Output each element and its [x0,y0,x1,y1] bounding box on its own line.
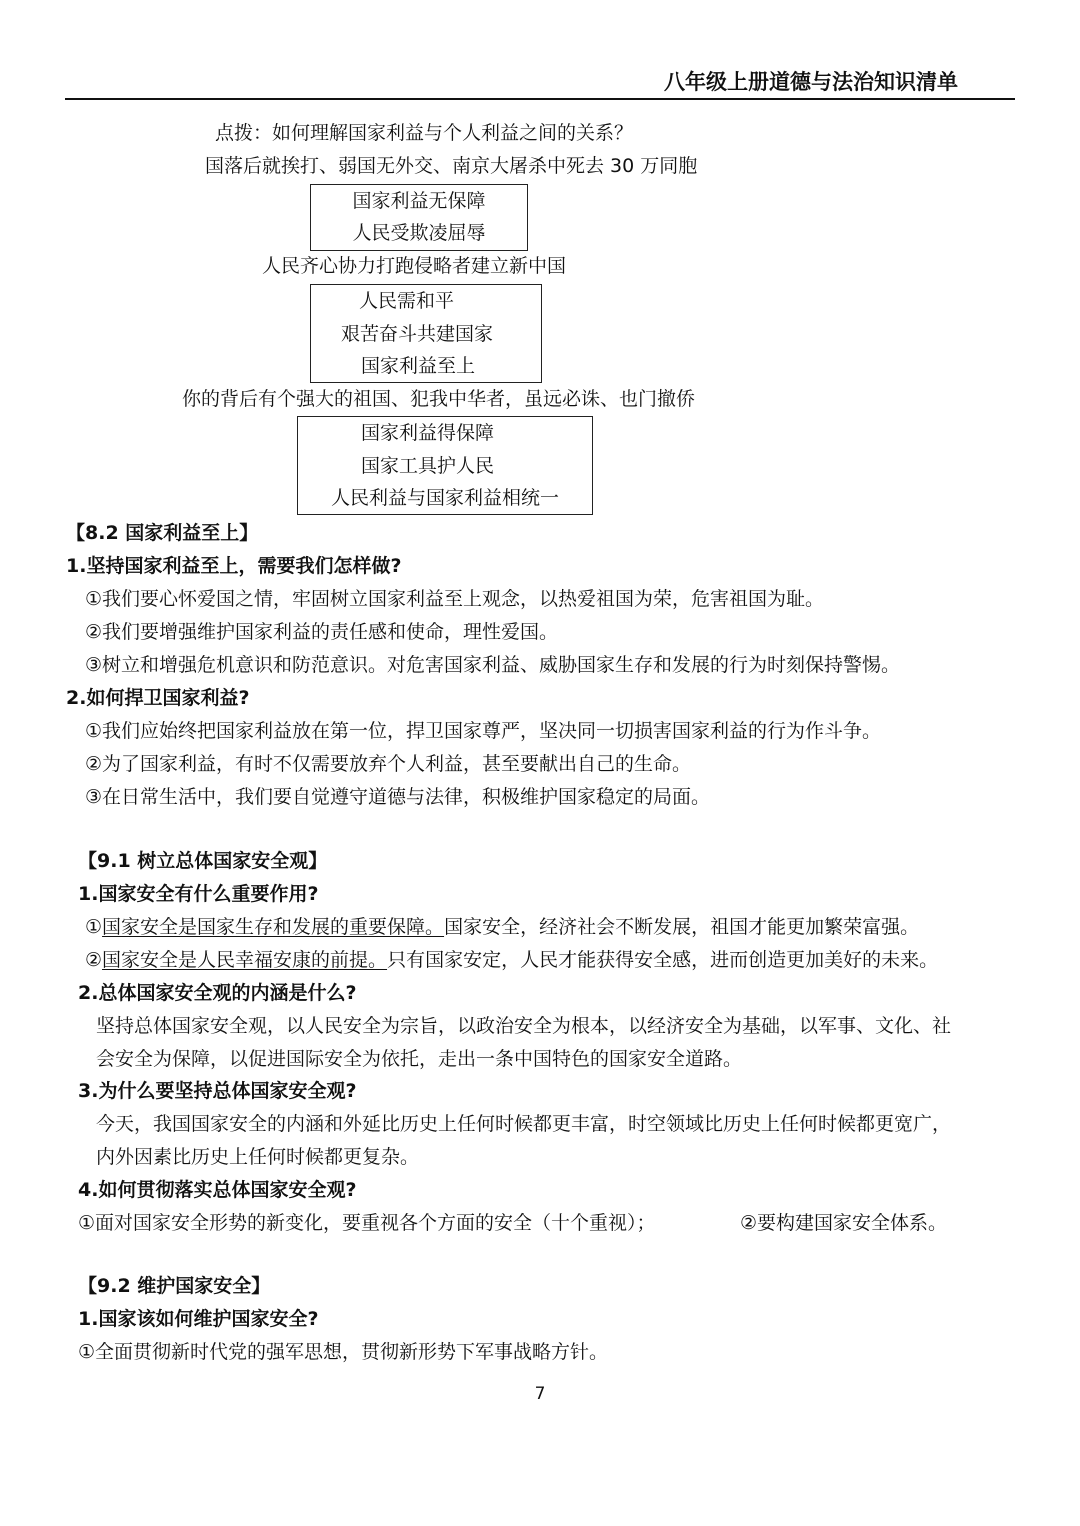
question-heading: 2.如何捍卫国家利益? [66,687,250,709]
stage3-box [297,416,593,515]
item-marker: ① [85,916,103,938]
answer-item: ①我们应始终把国家利益放在第一位，捍卫国家尊严，坚决同一切损害国家利益的行为作斗争。 [85,720,882,742]
section-heading-8-2: 【8.2 国家利益至上】 [66,522,259,544]
answer-item: ①面对国家安全形势的新变化，要重视各个方面的安全（十个重视）； [78,1212,656,1234]
section-heading-9-2: 【9.2 维护国家安全】 [78,1275,271,1297]
question-heading: 2.总体国家安全观的内涵是什么? [78,982,357,1004]
stage3-caption: 你的背后有个强大的祖国、犯我中华者，虽远必诛、也门撤侨 [182,388,696,410]
answer-text: 坚持总体国家安全观，以人民安全为宗旨，以政治安全为根本，以经济安全为基础，以军事、文化、社 [96,1015,952,1037]
stage3-line: 人民利益与国家利益相统一 [330,487,559,509]
answer-item: ②要构建国家安全体系。 [740,1212,948,1234]
stage1-box [310,184,528,251]
stage1-line: 国家利益无保障 [352,190,486,212]
stage2-box [310,284,542,383]
answer-item: ①全面贯彻新时代党的强军思想，贯彻新形势下军事战略方针。 [78,1341,609,1363]
item-text: 国家安全，经济社会不断发展，祖国才能更加繁荣富强。 [444,916,920,938]
answer-item: ③在日常生活中，我们要自觉遵守道德与法律，积极维护国家稳定的局面。 [85,786,711,808]
stage3-line: 国家工具护人民 [361,455,495,477]
question-heading: 4.如何贯彻落实总体国家安全观? [78,1179,357,1201]
answer-text: 今天，我国国家安全的内涵和外延比历史上任何时候都更丰富，时空领域比历史上任何时候都更宽广， [96,1113,952,1135]
underlined-key-point: 国家安全是国家生存和发展的重要保障。 [102,916,445,938]
hint-title: 点拨：如何理解国家利益与个人利益之间的关系？ [215,122,634,144]
page-number: 7 [534,1384,546,1404]
item-marker: ② [85,949,103,971]
stage2-line: 国家利益至上 [361,355,476,377]
question-heading: 1.坚持国家利益至上，需要我们怎样做? [66,555,402,577]
answer-item [85,944,938,977]
stage2-line: 人民需和平 [359,290,455,312]
answer-item: ③树立和增强危机意识和防范意识。对危害国家利益、威胁国家生存和发展的行为时刻保持警惕。 [85,654,901,676]
answer-item [85,911,919,944]
stage2-line: 艰苦奋斗共建国家 [341,323,494,345]
question-heading: 1.国家该如何维护国家安全? [78,1308,319,1330]
answer-text: 会安全为保障，以促进国际安全为依托，走出一条中国特色的国家安全道路。 [96,1048,743,1070]
answer-item: ②我们要增强维护国家利益的责任感和使命，理性爱国。 [85,621,559,643]
section-heading-9-1: 【9.1 树立总体国家安全观】 [78,850,328,872]
answer-text: 内外因素比历史上任何时候都更复杂。 [96,1146,420,1168]
question-heading: 1.国家安全有什么重要作用? [78,883,319,905]
stage1-caption: 国落后就挨打、弱国无外交、南京大屠杀中死去 30 万同胞 [205,155,698,177]
stage2-caption: 人民齐心协力打跑侵略者建立新中国 [262,255,567,277]
header-title: 八年级上册道德与法治知识清单 [664,70,958,94]
answer-item: ①我们要心怀爱国之情，牢固树立国家利益至上观念，以热爱祖国为荣，危害祖国为耻。 [85,588,825,610]
stage1-line: 人民受欺凌屈辱 [352,222,486,244]
underlined-key-point: 国家安全是人民幸福安康的前提。 [102,949,388,971]
header-divider [65,98,1015,100]
stage3-line: 国家利益得保障 [361,422,495,444]
question-heading: 3.为什么要坚持总体国家安全观? [78,1080,357,1102]
answer-item: ②为了国家利益，有时不仅需要放弃个人利益，甚至要献出自己的生命。 [85,753,692,775]
item-text: 只有国家安定，人民才能获得安全感，进而创造更加美好的未来。 [387,949,939,971]
